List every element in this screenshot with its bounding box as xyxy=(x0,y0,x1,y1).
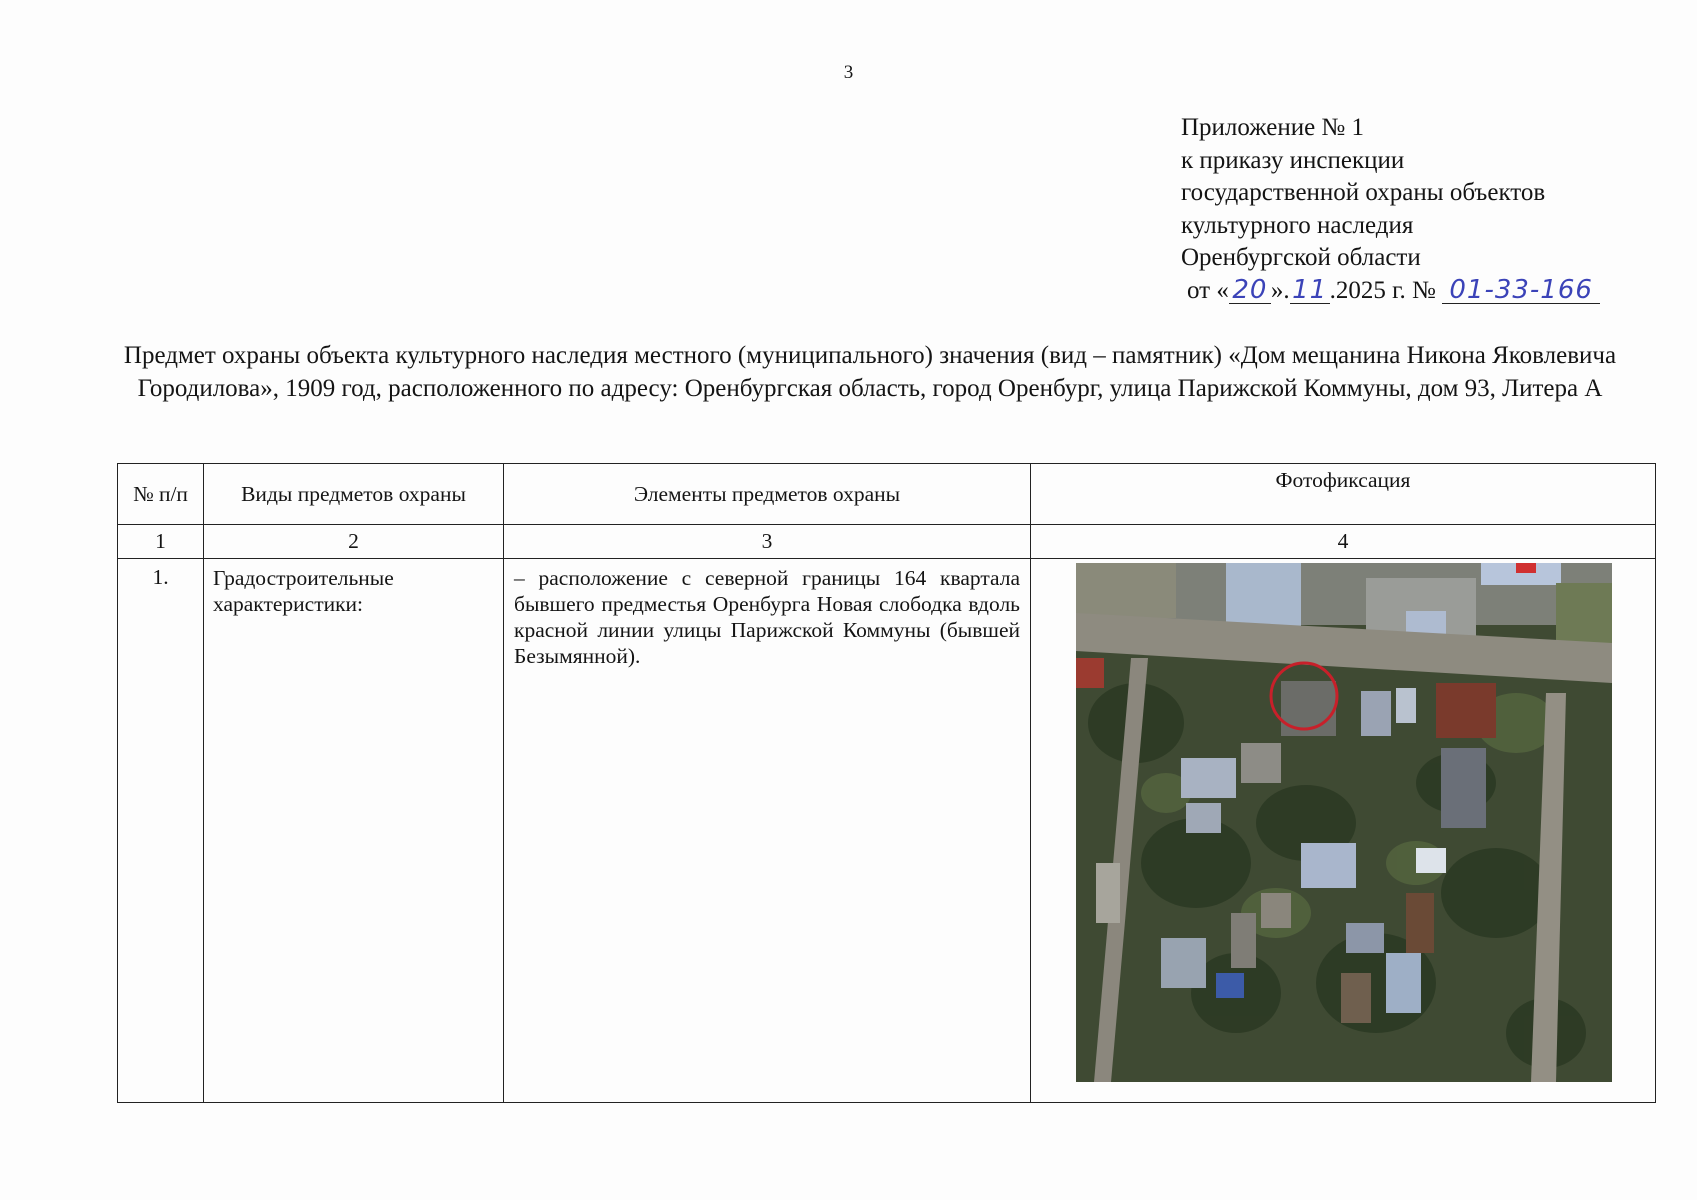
row-protection-elements: – расположение с северной границы 164 квартала бывшего предместья Оренбурга Новая слободка вдоль красной линии улицы Парижской Коммуны (бывшей Безымянной). xyxy=(504,559,1031,1103)
column-number: 4 xyxy=(1031,525,1656,559)
row-number: 1. xyxy=(118,559,204,1103)
column-number: 2 xyxy=(204,525,504,559)
aerial-photo xyxy=(1076,563,1612,1082)
column-number: 3 xyxy=(504,525,1031,559)
header-num: № п/п xyxy=(118,464,204,525)
handwritten-order-number: 01-33-166 xyxy=(1442,277,1600,304)
date-prefix: от « xyxy=(1187,276,1229,304)
order-date-line xyxy=(1187,275,1651,308)
year-suffix: .2025 г. № xyxy=(1329,276,1436,304)
handwritten-month: 11 xyxy=(1290,277,1330,304)
appendix-line: государственной охраны объектов xyxy=(1181,179,1546,206)
row-protection-type: Градостроительные характеристики: xyxy=(204,559,504,1103)
appendix-line: Приложение № 1 xyxy=(1181,114,1365,141)
appendix-line: к приказу инспекции xyxy=(1181,146,1405,174)
protection-subject-table xyxy=(117,463,1656,1103)
header-elements: Элементы предметов охраны xyxy=(504,464,1031,525)
column-number-row xyxy=(118,525,1656,559)
table-header-row xyxy=(118,464,1656,525)
appendix-line: Оренбургской области xyxy=(1181,244,1421,271)
page-number: 3 xyxy=(843,62,854,83)
document-title: Предмет охраны объекта культурного наследия местного (муниципального) значения (вид – памятник) «Дом мещанина Никона Яковлевича Городилова», 1909 год, расположенного по адресу: Оренбургская область, город Оренбург, улица Парижской Коммуны, дом 93, Литера А xyxy=(123,342,1617,402)
handwritten-day: 20 xyxy=(1229,277,1271,304)
appendix-line: культурного наследия xyxy=(1181,211,1414,239)
appendix-block xyxy=(1181,112,1651,307)
header-photo: Фотофиксация xyxy=(1031,464,1656,525)
table-row xyxy=(118,559,1656,1103)
row-photo-cell xyxy=(1031,559,1656,1103)
column-number: 1 xyxy=(118,525,204,559)
header-types: Виды предметов охраны xyxy=(204,464,504,525)
day-suffix: ». xyxy=(1270,276,1290,304)
